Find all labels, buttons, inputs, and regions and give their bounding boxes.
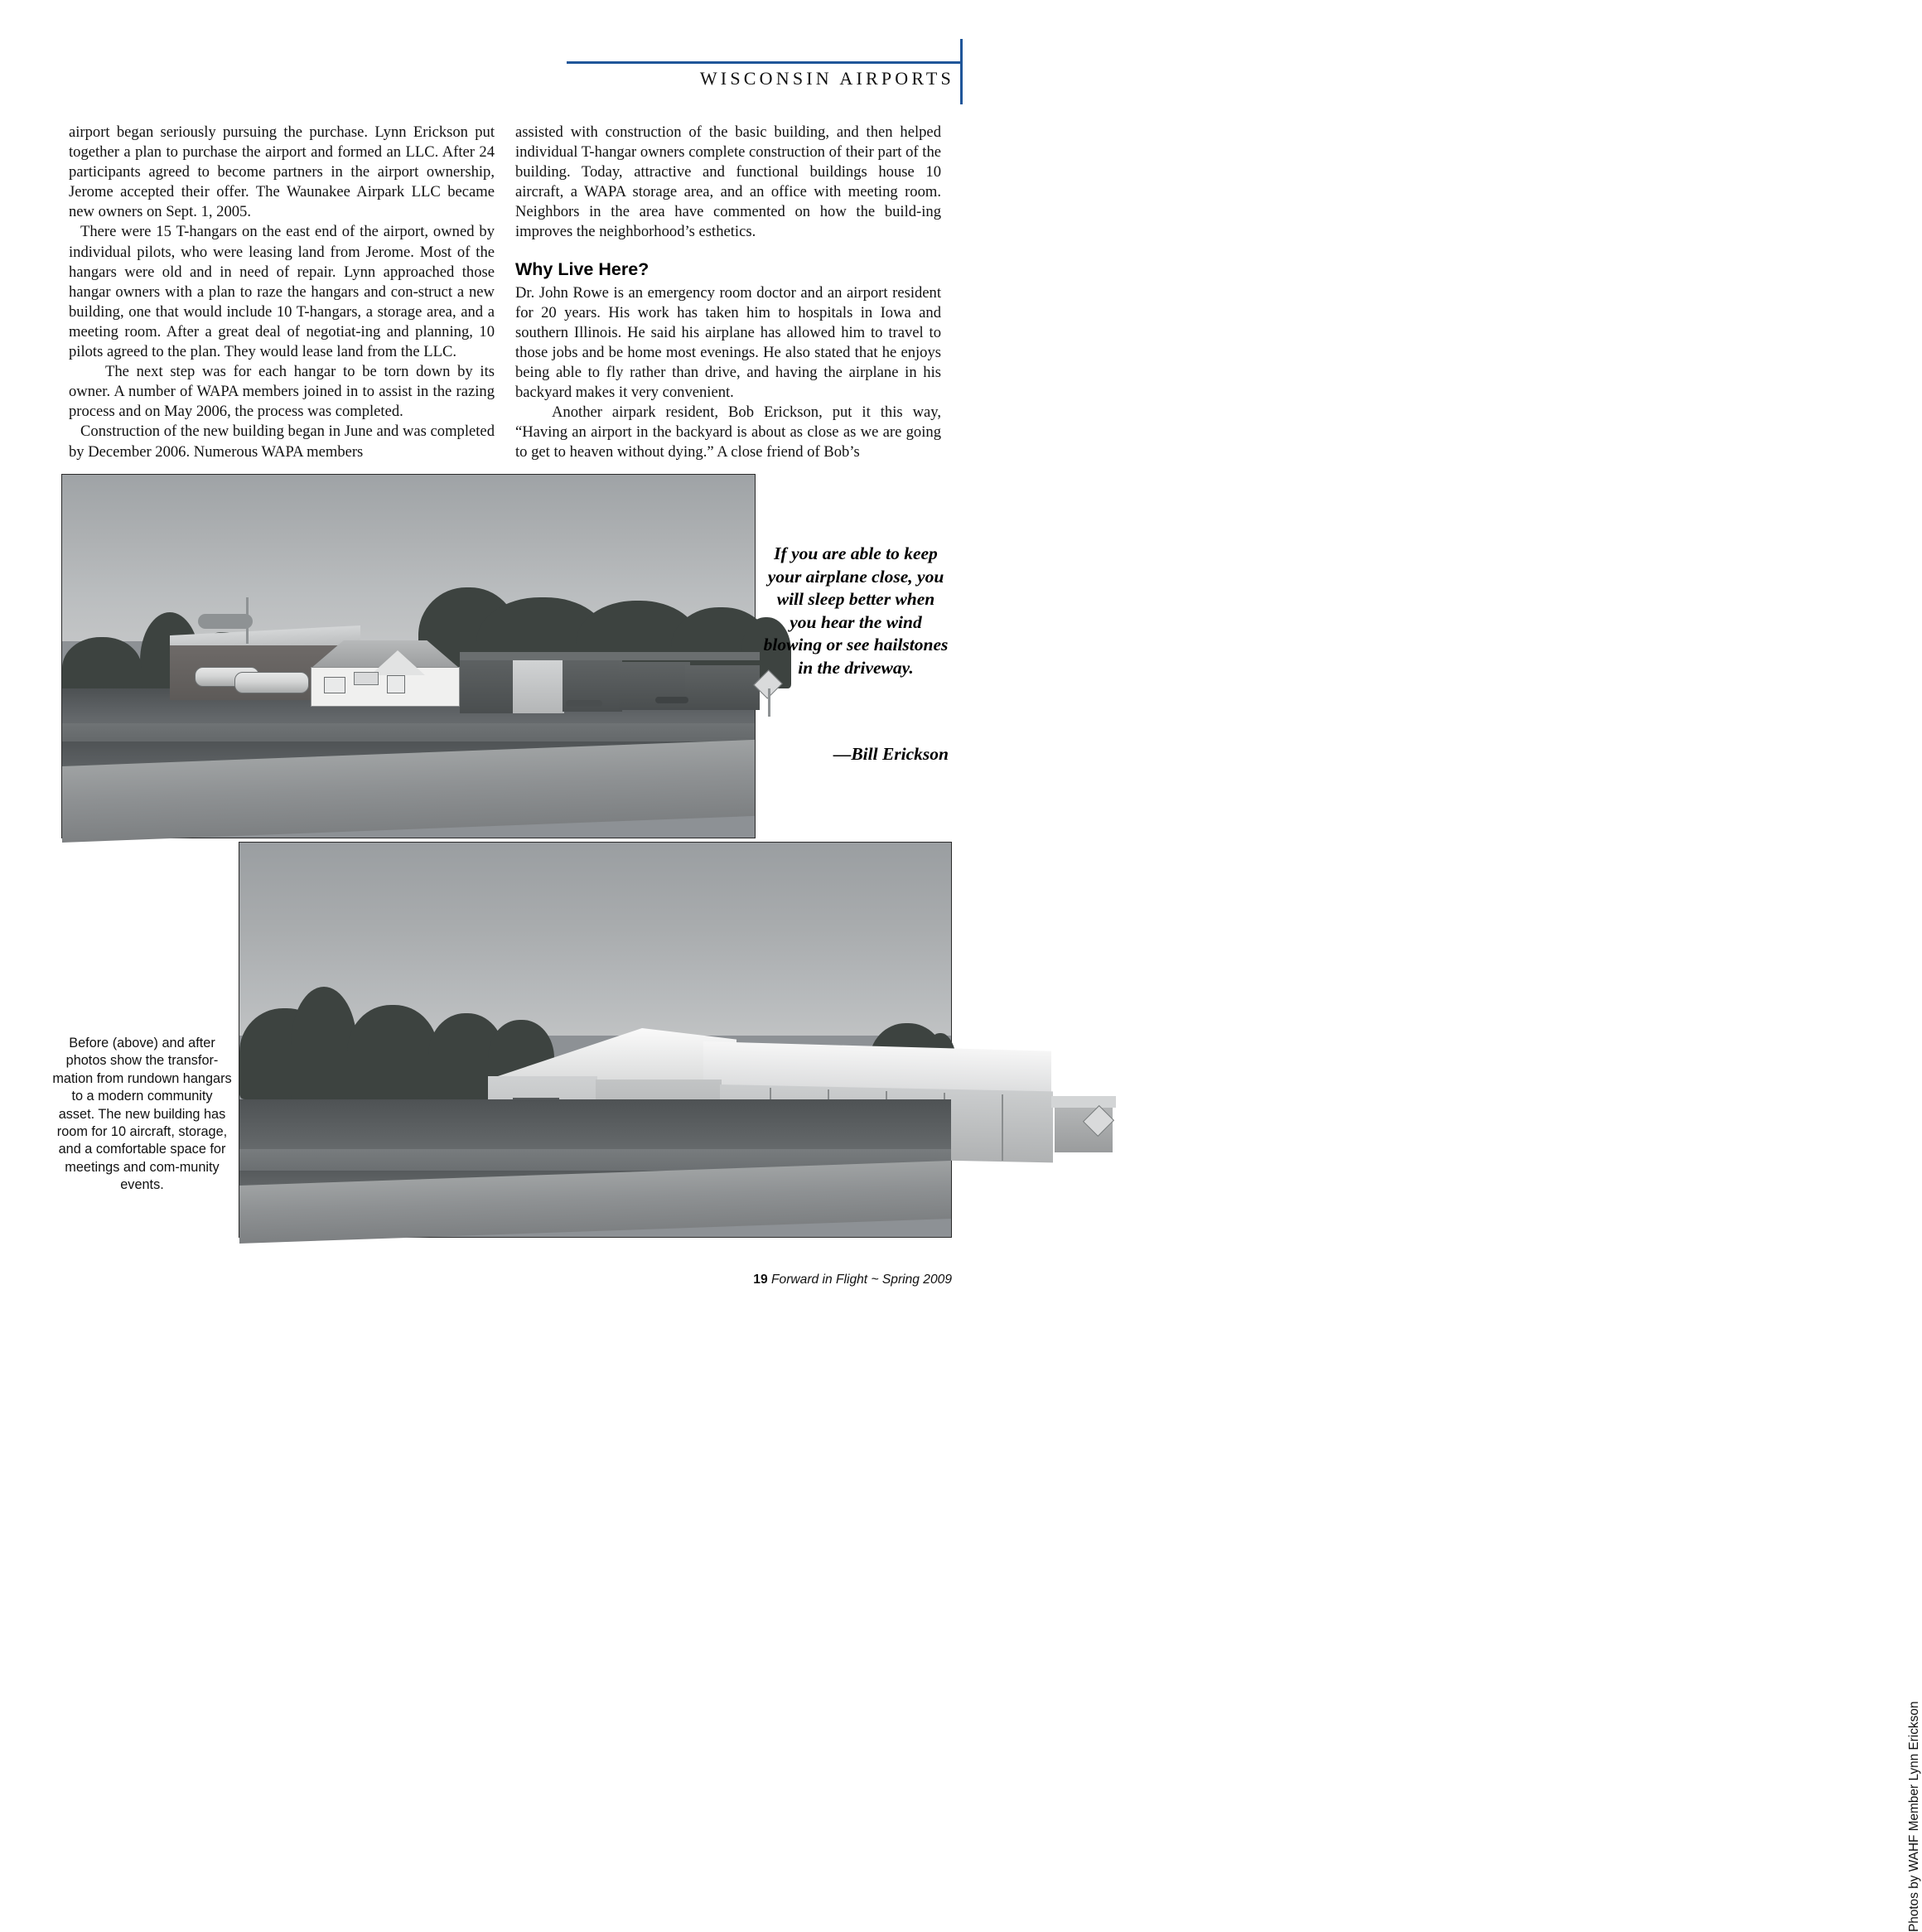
page-footer [580, 1273, 952, 1287]
old-t-hangar [513, 659, 564, 713]
hangar-roof-vent [198, 614, 253, 629]
footer-page-number: 19 [753, 1273, 768, 1287]
paragraph: Another airpark resident, Bob Erickson, put it this way, “Having an airport in the backyard is about as close as we are going to get to heaven without dying.” A close friend of Bob’s [515, 403, 941, 461]
old-t-hangar [460, 654, 514, 713]
photo-credit: Photos by WAHF Member Lynn Erickson [1907, 1701, 1921, 1932]
photo-after-hangars [239, 842, 952, 1238]
paragraph: assisted with construction of the basic building, and then helped individual T-hangar owners complete construction of their part of the building. Today, attractive and functional buildings house 10 aircraft, a WAPA storage area, and an office with meeting room. Neighbors in the area have commented on how the build-ing improves the neighborhood’s esthetics. [515, 123, 941, 241]
header-rule-vertical [960, 39, 963, 104]
tree-cluster [347, 1005, 438, 1103]
header-rule-horizontal [567, 61, 962, 64]
photo-before-hangars [61, 474, 756, 838]
old-t-hangar-roofline [460, 652, 760, 660]
hangar-door-seam [1002, 1094, 1003, 1161]
parked-aircraft [655, 697, 688, 703]
page-title: WISCONSIN AIRPORTS [699, 68, 954, 89]
fence-post [768, 688, 770, 717]
pull-quote: If you are able to keep your airplane close, you will sleep better when you hear the wind blowing or see hailstones in the driveway. [763, 543, 949, 678]
paragraph: Dr. John Rowe is an emergency room doctor and an airport resident for 20 years. His work has taken him to hospitals in Iowa and southern Illinois. He said his airplane has allowed him to travel to those jobs and be home most evenings. He also stated that he enjoys being able to fly rather than drive, and having the airplane in his backyard makes it very convenient. [515, 283, 941, 402]
outbuilding-roof [1051, 1096, 1116, 1108]
photo-grass [239, 1099, 951, 1151]
paragraph: Construction of the new building began in June and was completed by December 2006. Numerous WAPA members [69, 423, 495, 461]
paragraph: airport began seriously pursuing the purchase. Lynn Erickson put together a plan to purchase the airport and formed an LLC. After 24 participants agreed to become partners in the airport ownership, Jerome accepted their offer. The Waunakee Airpark LLC became new owners on Sept. 1, 2005. [69, 123, 495, 221]
body-column-left [69, 123, 495, 462]
fuel-tank [234, 672, 309, 693]
paragraph: There were 15 T-hangars on the east end of the airport, owned by individual pilots, who were leasing land from Jerome. Most of the hangars were old and in need of repair. Lynn approached those hangar owners with a plan to raze the hangars and con-struct a new building, one that would include 10 T-hangars, a storage area, and a meeting room. After a great deal of negotiat-ing and planning, 10 pilots agreed to the plan. They would lease land from the LLC. [69, 223, 495, 361]
photo-credit-container [954, 966, 1921, 1932]
body-column-right [515, 123, 941, 462]
photo-caption: Before (above) and after photos show the transfor-mation from rundown hangars to a modern community asset. The new building has room for 10 aircraft, storage, and a comfortable space for meetings and com-munity events. [52, 1036, 232, 1193]
page-header [0, 0, 1056, 116]
old-t-hangar [685, 665, 760, 710]
building-sign [354, 672, 379, 685]
pull-quote-attribution: —Bill Erickson [833, 744, 949, 764]
paragraph: The next step was for each hangar to be torn down by its owner. A number of WAPA members joined in to assist in the razing process and on May 2006, the process was completed. [69, 363, 495, 421]
utility-pole [246, 597, 249, 644]
window [324, 677, 345, 693]
window [387, 675, 405, 693]
section-heading-why-live-here: Why Live Here? [515, 258, 650, 279]
footer-publication: Forward in Flight ~ Spring 2009 [771, 1273, 952, 1287]
parked-aircraft [566, 700, 602, 707]
